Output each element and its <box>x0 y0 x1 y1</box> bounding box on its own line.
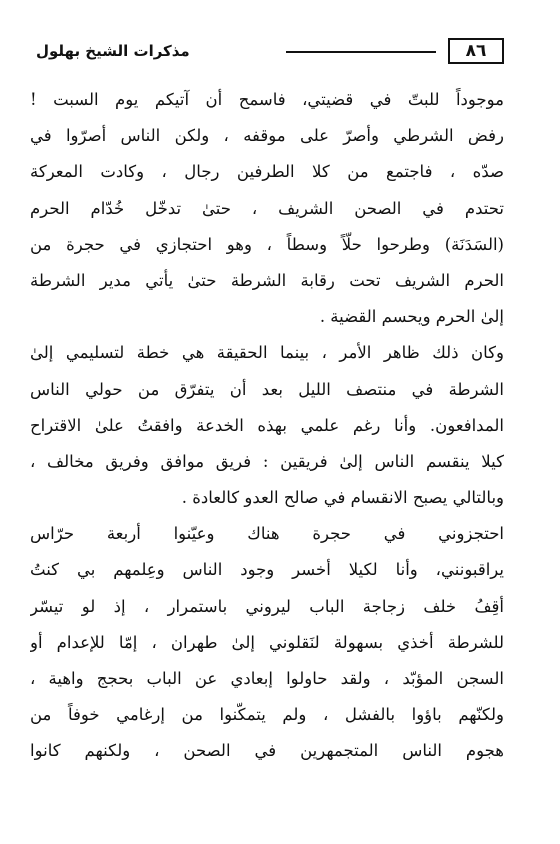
text-line: موجوداً للبتّ في قضيتي، فاسمح أن آتيكم يوم السبت ! <box>30 90 504 109</box>
text-line: ولكنّهم باؤوا بالفشل ، ولم يتمكّنوا من إرغامي خوفاً من <box>30 705 504 725</box>
text-line: المدافعون. وأنا رغم علمي بهذه الخدعة وافقتُ علىٰ الاقتراح <box>30 415 504 435</box>
body-text <box>30 82 504 770</box>
text-line: هجوم الناس المتجمهرين في الصحن ، ولكنهم كانوا <box>30 741 504 761</box>
text-line: يراقبونني، وأنا لكيلا أخسر وجود الناس وعِلمهم بي كنتُ <box>30 560 504 580</box>
text-line: رفض الشرطي وأصرّ على موقفه ، ولكن الناس أصرّوا في <box>30 126 504 146</box>
text-line: وكان ذلك ظاهر الأمر ، بينما الحقيقة هي خطة لتسليمي إلىٰ <box>30 343 504 363</box>
running-header <box>36 38 504 68</box>
text-line: احتجزوني في حجرة هناك وعيّنوا أربعة حرّاس <box>30 524 504 544</box>
text-line: صدّه ، فاجتمع من كلا الطرفين رجال ، وكادت المعركة <box>30 162 504 182</box>
text-line: للشرطة أخذي بسهولة لنَقلوني إلىٰ طهران ، إمّا للإعدام أو <box>30 632 504 652</box>
text-line: أقِفُ خلف زجاجة الباب ليروني باستمرار ، إذ لو تيسّر <box>30 596 504 616</box>
paragraph-end-line: إلىٰ الحرم ويحسم القضية . <box>319 307 504 327</box>
book-title: مذكرات الشيخ بهلول <box>36 42 190 60</box>
page-number: ٨٦ <box>448 38 504 64</box>
text-line: تحتدم في الصحن الشريف ، حتىٰ تدخّل خُدّام الحرم <box>30 198 504 218</box>
paragraph-end-line: وبالتالي يصبح الانقسام في صالح العدو كالعادة . <box>181 488 504 508</box>
text-line: (السَدَنَة) وطرحوا حلّاً وسطاً ، وهو احتجازي في حجرة من <box>30 234 504 254</box>
text-line: كيلا ينقسم الناس إلىٰ فريقين : فريق موافق وفريق مخالف ، <box>30 451 504 471</box>
text-line: السجن المؤبّد ، ولقد حاولوا إبعادي عن الباب بحجج واهية ، <box>30 669 504 688</box>
text-line: الحرم الشريف تحت رقابة الشرطة حتىٰ يأتي مدير الشرطة <box>30 270 504 290</box>
text-line: الشرطة في منتصف الليل بعد أن يتفرّق من حولي الناس <box>30 379 504 399</box>
header-rule <box>286 51 436 53</box>
